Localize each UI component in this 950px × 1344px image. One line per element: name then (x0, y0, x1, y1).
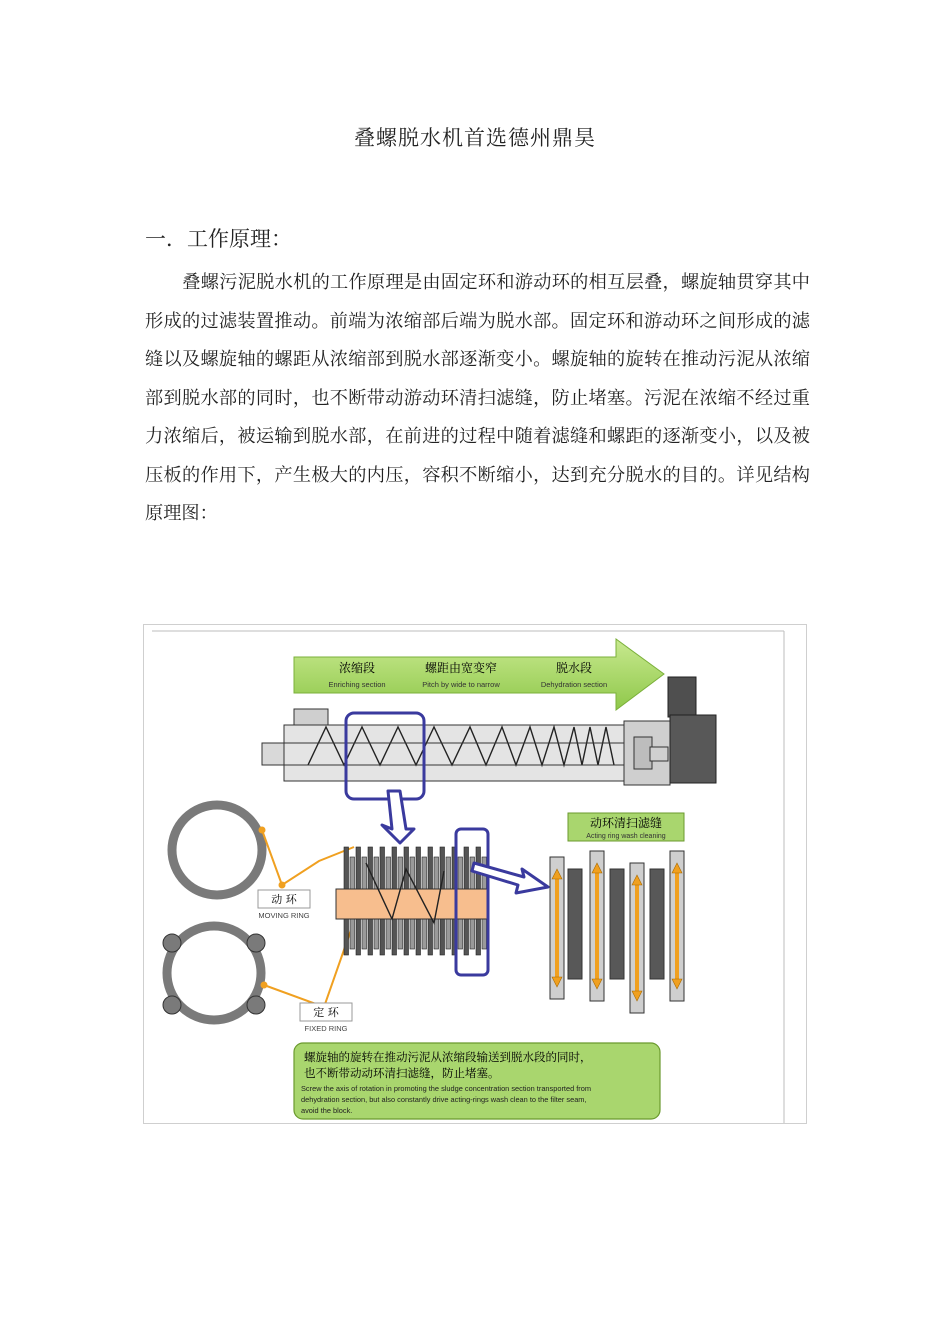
moving-ring-illustration (172, 805, 354, 920)
fixed-ring-label-cn: 定 环 (313, 1006, 339, 1019)
process-direction-arrow (294, 639, 664, 710)
label-pitch-cn: 螺距由宽变窄 (424, 661, 498, 675)
cleaning-label-cn: 动环清扫滤缝 (589, 816, 663, 830)
moving-ring-label-cn: 动 环 (271, 893, 297, 906)
note-cn-line1: 螺旋轴的旋转在推动污泥从浓缩段输送到脱水段的同时， (304, 1050, 592, 1064)
document-title: 叠螺脱水机首选德州鼎昊 (354, 126, 596, 150)
structure-diagram (143, 624, 807, 1124)
note-en-line1: Screw the axis of rotation in promoting the sludge concentration section transported from (301, 1084, 592, 1093)
label-thickening-en: Enriching section (328, 680, 386, 689)
note-en-line2: dehydration section, but also constantly drive acting-rings wash clean to the filter seam, (301, 1095, 587, 1104)
structure-diagram-svg (144, 625, 806, 1123)
fixed-ring-illustration (163, 926, 352, 1033)
note-cn-line2: 也不断带动动环清扫滤缝，防止堵塞。 (304, 1066, 500, 1080)
section-heading: 一．工作原理： (145, 227, 292, 251)
label-thickening-cn: 浓缩段 (338, 661, 376, 675)
ring-plates-detail (550, 851, 684, 1013)
moving-ring-label-en: MOVING RING (258, 911, 310, 920)
label-dehydration-en: Dehydration section (540, 680, 608, 689)
note-en-line3: avoid the block. (301, 1106, 353, 1115)
cleaning-label-box (568, 813, 684, 841)
label-pitch-en: Pitch by wide to narrow (422, 680, 500, 689)
ring-stack-section (336, 847, 488, 955)
fixed-ring-label-en: FIXED RING (304, 1024, 348, 1033)
label-dehydration-cn: 脱水段 (555, 661, 593, 675)
cleaning-label-en: Acting ring wash cleaning (586, 833, 666, 840)
stack-shaft (336, 889, 488, 919)
ring-plate (568, 869, 582, 979)
operation-note (294, 1043, 660, 1119)
ring-plate (610, 869, 624, 979)
ring-plate (650, 869, 664, 979)
body-paragraph: 叠螺污泥脱水机的工作原理是由固定环和游动环的相互层叠，螺旋轴贯穿其中形成的过滤装置推动。前端为浓缩部后端为脱水部。固定环和游动环之间形成的滤缝以及螺旋轴的螺距从浓缩部到脱水部逐渐变小。螺旋轴的旋转在推动污泥从浓缩部到脱水部的同时，也不断带动游动环清扫滤缝，防止堵塞。污泥在浓缩不经过重力浓缩后，被运输到脱水部，在前进的过程中随着滤缝和螺距的逐渐变小，以及被压板的作用下，产生极大的内压，容积不断缩小，达到充分脱水的目的。详见结构原理图： (145, 272, 810, 524)
